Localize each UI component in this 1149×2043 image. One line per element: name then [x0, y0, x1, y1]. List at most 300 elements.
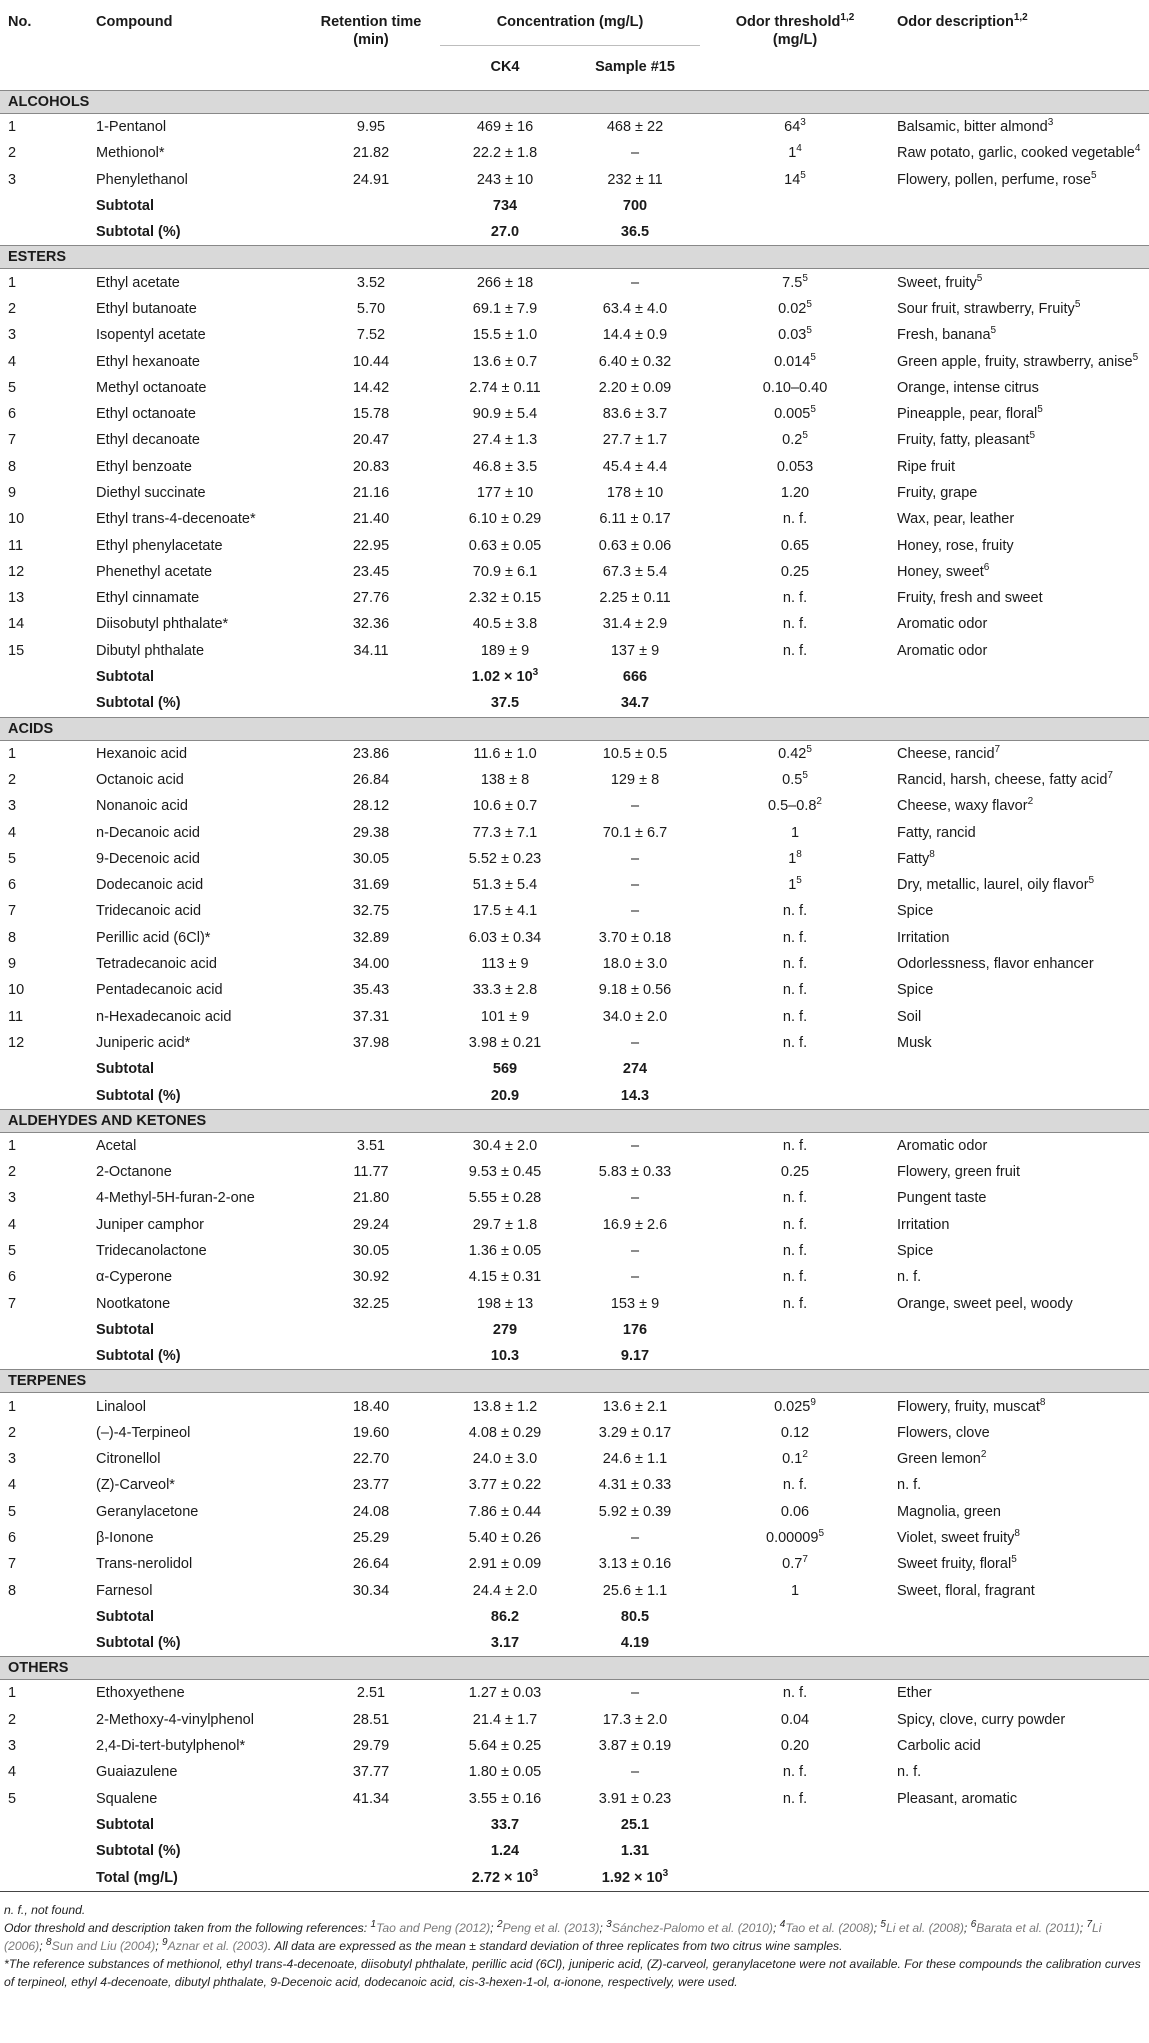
- row-number: 13: [8, 590, 25, 607]
- header-compound: Compound: [96, 14, 173, 30]
- header-ck4: CK4: [490, 59, 520, 75]
- ck4-concentration: 21.4 ± 1.7: [472, 1711, 538, 1728]
- ck4-concentration: 3.98 ± 0.21: [468, 1034, 542, 1051]
- ck4-concentration: 5.40 ± 0.26: [468, 1529, 542, 1546]
- sample15-concentration: 27.7 ± 1.7: [602, 432, 668, 449]
- row-number: 11: [8, 1008, 24, 1025]
- ck4-concentration: 24.4 ± 2.0: [472, 1582, 538, 1599]
- sample15-concentration: 31.4 ± 2.9: [602, 616, 668, 633]
- table-row: [0, 1420, 1149, 1446]
- ck4-concentration: 138 ± 8: [480, 771, 530, 788]
- retention-time: 10.44: [352, 353, 390, 370]
- table-row: [0, 951, 1149, 977]
- row-number: 2: [8, 300, 17, 317]
- table-row: [0, 1525, 1149, 1551]
- table-row: [0, 269, 1149, 296]
- ck4-concentration: 6.10 ± 0.29: [468, 511, 542, 528]
- subtotal-sample15: 274: [622, 1061, 648, 1078]
- odor-description: Fruity, grape: [897, 485, 978, 501]
- odor-description: n. f.: [897, 1764, 922, 1781]
- subtotal-percent-row: [0, 219, 1149, 246]
- odor-threshold: n. f.: [782, 1269, 808, 1286]
- subtotal-ck4: 10.3: [490, 1348, 520, 1365]
- compound-name: Diisobutyl phthalate*: [96, 616, 229, 633]
- odor-description: Ether: [897, 1685, 932, 1702]
- odor-description: Dry, metallic, laurel, oily flavor$^5$: [897, 875, 1095, 894]
- table-row: [0, 559, 1149, 585]
- subtotal-label: Subtotal: [96, 1608, 154, 1625]
- row-number: 2: [8, 1424, 17, 1441]
- sample15-concentration: 10.5 ± 0.5: [602, 745, 668, 762]
- compound-name: Farnesol: [96, 1582, 153, 1599]
- row-number: 5: [8, 379, 17, 396]
- table-row: [0, 793, 1149, 819]
- compound-name: (–)-4-Terpineol: [96, 1424, 191, 1441]
- ck4-concentration: 189 ± 9: [480, 642, 530, 659]
- row-number: 2: [8, 1164, 17, 1181]
- odor-description: Spice: [897, 903, 934, 920]
- section-title: OTHERS: [0, 1657, 1149, 1680]
- odor-description: Green lemon$^2$: [897, 1449, 987, 1468]
- sample15-concentration: 4.31 ± 0.33: [598, 1477, 672, 1494]
- odor-threshold: 0.005$^5$: [774, 404, 816, 423]
- row-number: 1: [8, 274, 17, 291]
- retention-time: 22.95: [352, 537, 390, 554]
- table-row: [0, 819, 1149, 845]
- retention-time: 15.78: [352, 406, 390, 423]
- section-header-row: [0, 246, 1149, 269]
- odor-description: Magnolia, green: [897, 1503, 1002, 1520]
- table-row: [0, 454, 1149, 480]
- ck4-concentration: 10.6 ± 0.7: [472, 798, 538, 815]
- compound-name: Ethyl cinnamate: [96, 590, 200, 607]
- odor-description: Spice: [897, 1243, 934, 1260]
- table-row: [0, 401, 1149, 427]
- row-number: 8: [8, 1582, 17, 1599]
- sample15-concentration: 18.0 ± 3.0: [602, 956, 668, 973]
- row-number: 5: [8, 1790, 17, 1807]
- row-number: 2: [8, 771, 17, 788]
- table-row: [0, 611, 1149, 637]
- sample15-concentration: 3.29 ± 0.17: [598, 1424, 672, 1441]
- retention-time: 37.31: [352, 1008, 390, 1025]
- compound-name: n-Decanoic acid: [96, 824, 200, 841]
- retention-time: 20.47: [352, 432, 390, 449]
- row-number: 3: [8, 171, 17, 188]
- sample15-concentration: 137 ± 9: [610, 642, 660, 659]
- odor-threshold: 0.00009$^5$: [766, 1528, 824, 1546]
- compound-name: Nootkatone: [96, 1295, 171, 1312]
- compound-name: Ethoxyethene: [96, 1685, 185, 1702]
- row-number: 1: [8, 1685, 17, 1702]
- subtotal-ck4: 279: [492, 1321, 518, 1338]
- subtotal-ck4: $1.02 \times 10^3$: [471, 667, 539, 686]
- odor-threshold: 1: [790, 824, 800, 841]
- table-row: [0, 1004, 1149, 1030]
- subtotal-label: Subtotal (%): [96, 224, 181, 241]
- sample15-concentration: –: [630, 145, 640, 162]
- retention-time: 25.29: [352, 1529, 390, 1546]
- compound-name: Dibutyl phthalate: [96, 642, 205, 659]
- table-row: [0, 167, 1149, 193]
- table-row: [0, 898, 1149, 924]
- compound-name: 9-Decenoic acid: [96, 850, 200, 867]
- compound-name: Ethyl butanoate: [96, 300, 197, 317]
- odor-description: n. f.: [897, 1477, 922, 1494]
- sample15-concentration: 6.11 ± 0.17: [599, 511, 671, 528]
- row-number: 4: [8, 1216, 17, 1233]
- row-number: 2: [8, 145, 17, 162]
- retention-time: 35.43: [352, 982, 390, 999]
- ck4-concentration: 46.8 ± 3.5: [472, 458, 538, 475]
- sample15-concentration: 232 ± 11: [607, 171, 663, 188]
- odor-threshold: n. f.: [782, 929, 808, 946]
- compound-name: Citronellol: [96, 1451, 161, 1468]
- compound-name: Hexanoic acid: [96, 745, 188, 762]
- section-title: ACIDS: [0, 717, 1149, 740]
- subtotal-sample15: 14.3: [620, 1087, 650, 1104]
- sample15-concentration: –: [630, 1137, 640, 1154]
- ck4-concentration: 469 ± 16: [476, 119, 534, 136]
- row-number: 1: [8, 1137, 17, 1154]
- ck4-concentration: 22.2 ± 1.8: [472, 145, 538, 162]
- subtotal-percent-row: [0, 1343, 1149, 1370]
- odor-threshold: n. f.: [782, 1764, 808, 1781]
- compound-name: Diethyl succinate: [96, 485, 206, 501]
- subtotal-ck4: 86.2: [490, 1608, 520, 1625]
- retention-time: 32.25: [352, 1295, 390, 1312]
- retention-time: 27.76: [352, 590, 390, 607]
- subtotal-sample15: 176: [622, 1321, 648, 1338]
- section-header-row: [0, 717, 1149, 740]
- odor-description: Green apple, fruity, strawberry, anise$^5$: [897, 351, 1139, 370]
- compound-name: 1-Pentanol: [96, 119, 167, 136]
- sample15-concentration: –: [630, 1269, 640, 1286]
- odor-description: Orange, intense citrus: [897, 379, 1039, 396]
- odor-threshold: 0.014$^5$: [774, 351, 816, 370]
- retention-time: 32.36: [352, 616, 390, 633]
- odor-description: Violet, sweet fruity$^8$: [897, 1528, 1020, 1546]
- row-number: 5: [8, 850, 17, 867]
- sample15-concentration: 178 ± 10: [606, 485, 664, 501]
- compound-name: Squalene: [96, 1790, 158, 1807]
- compound-name: 2-Methoxy-4-vinylphenol: [96, 1711, 254, 1728]
- table-row: [0, 1159, 1149, 1185]
- subtotal-sample15: 700: [622, 198, 648, 215]
- compound-name: Juniperic acid*: [96, 1034, 191, 1051]
- retention-time: 29.79: [352, 1738, 390, 1755]
- row-number: 1: [8, 1398, 17, 1415]
- odor-description: Irritation: [897, 1216, 950, 1233]
- sample15-concentration: 9.18 ± 0.56: [598, 982, 672, 999]
- table-row: [0, 140, 1149, 166]
- odor-threshold: n. f.: [782, 956, 808, 973]
- odor-threshold: n. f.: [782, 590, 808, 607]
- odor-threshold: n. f.: [782, 1790, 808, 1807]
- row-number: 3: [8, 798, 17, 815]
- subtotal-label: Subtotal: [96, 1321, 154, 1338]
- section-header-row: [0, 1109, 1149, 1132]
- table-row: [0, 585, 1149, 611]
- subtotal-label: Subtotal (%): [96, 1843, 181, 1860]
- compound-name: Octanoic acid: [96, 771, 184, 788]
- odor-threshold: $0.2^5$: [782, 430, 808, 449]
- ck4-concentration: 13.6 ± 0.7: [472, 353, 538, 370]
- footnote-asterisk: *The reference substances of methionol, ethyl trans-4-decenoate, diisobutyl phthalate, perillic acid (6Cl), juniperic acid, (Z)-carveol, geranylacetone were not available. For these compounds the calibration curves of terpineol, ethyl 4-decenoate, dibutyl phthalate, 9-Decenoic acid, dodecanoic acid, cis-3-hexen-1-ol, α-ionone, respectively, were used.: [4, 1956, 1141, 1989]
- section-header-row: [0, 1370, 1149, 1393]
- subtotal-ck4: 37.5: [490, 695, 520, 712]
- section-title: ALDEHYDES AND KETONES: [0, 1109, 1149, 1132]
- odor-description: Aromatic odor: [897, 1137, 988, 1154]
- odor-threshold: n. f.: [782, 1190, 808, 1207]
- subtotal-ck4: 734: [492, 198, 518, 215]
- ck4-concentration: 40.5 ± 3.8: [472, 616, 538, 633]
- sample15-concentration: –: [630, 850, 640, 867]
- retention-time: 26.64: [352, 1556, 390, 1573]
- retention-time: 30.92: [352, 1269, 390, 1286]
- ck4-concentration: 13.8 ± 1.2: [472, 1398, 538, 1415]
- header-concentration: Concentration (mg/L): [440, 0, 700, 46]
- ck4-concentration: 2.91 ± 0.09: [468, 1556, 542, 1573]
- retention-time: 30.05: [352, 850, 390, 867]
- retention-time: 21.16: [352, 485, 390, 501]
- row-number: 3: [8, 1190, 17, 1207]
- subtotal-label: Subtotal (%): [96, 1635, 181, 1652]
- odor-description: Flowery, green fruit: [897, 1164, 1021, 1181]
- subtotal-sample15: 80.5: [620, 1608, 650, 1625]
- subtotal-percent-row: [0, 690, 1149, 717]
- table-row: [0, 322, 1149, 348]
- section-title: ALCOHOLS: [0, 91, 1149, 114]
- table-row: [0, 740, 1149, 767]
- odor-description: Spicy, clove, curry powder: [897, 1711, 1066, 1728]
- odor-description: Fruity, fresh and sweet: [897, 590, 1043, 607]
- table-footnotes: [0, 1892, 1149, 1991]
- row-number: 15: [8, 642, 25, 659]
- row-number: 4: [8, 824, 17, 841]
- sample15-concentration: 5.92 ± 0.39: [598, 1503, 672, 1520]
- odor-description: Pleasant, aromatic: [897, 1790, 1018, 1807]
- subtotal-row: [0, 1604, 1149, 1630]
- sample15-concentration: –: [630, 1243, 640, 1260]
- compound-name: Juniper camphor: [96, 1216, 204, 1233]
- sample15-concentration: –: [630, 274, 640, 291]
- odor-description: Flowery, pollen, perfume, rose$^5$: [897, 169, 1097, 188]
- sample15-concentration: –: [630, 903, 640, 920]
- compound-name: Ethyl phenylacetate: [96, 537, 223, 554]
- table-row: [0, 348, 1149, 374]
- compound-name: Methyl octanoate: [96, 379, 207, 396]
- retention-time: 24.91: [352, 171, 390, 188]
- retention-time: 21.40: [352, 511, 390, 528]
- table-row: [0, 1238, 1149, 1264]
- odor-threshold: $14^5$: [784, 169, 806, 188]
- subtotal-sample15: 1.31: [620, 1843, 650, 1860]
- compound-name: Dodecanoic acid: [96, 877, 204, 894]
- table-row: [0, 532, 1149, 558]
- retention-time: 30.05: [352, 1243, 390, 1260]
- ck4-concentration: 3.55 ± 0.16: [468, 1790, 542, 1807]
- retention-time: 18.40: [352, 1398, 390, 1415]
- row-number: 4: [8, 353, 17, 370]
- retention-time: 32.75: [352, 903, 390, 920]
- table-row: [0, 480, 1149, 506]
- row-number: 12: [8, 1034, 25, 1051]
- odor-threshold: 1.20: [780, 485, 810, 501]
- odor-description: Carbolic acid: [897, 1738, 981, 1755]
- table-row: [0, 1446, 1149, 1472]
- footnote-nf: n. f., not found.: [4, 1902, 86, 1917]
- compound-name: Ethyl decanoate: [96, 432, 200, 449]
- odor-threshold: 0.04: [780, 1711, 810, 1728]
- sample15-concentration: 63.4 ± 4.0: [602, 300, 668, 317]
- table-row: [0, 1030, 1149, 1056]
- retention-time: 34.11: [353, 642, 389, 659]
- table-row: [0, 1499, 1149, 1525]
- retention-time: 37.77: [352, 1764, 390, 1781]
- odor-threshold: n. f.: [782, 1243, 808, 1260]
- retention-time: 30.34: [352, 1582, 390, 1599]
- ck4-concentration: 15.5 ± 1.0: [472, 327, 538, 344]
- table-row: [0, 427, 1149, 453]
- odor-description: Balsamic, bitter almond$^3$: [897, 117, 1054, 136]
- ck4-concentration: 266 ± 18: [476, 274, 534, 291]
- subtotal-sample15: 9.17: [620, 1348, 650, 1365]
- sample15-concentration: 13.6 ± 2.1: [602, 1398, 668, 1415]
- odor-threshold: 0.02$^5$: [778, 299, 812, 317]
- odor-threshold: n. f.: [782, 1034, 808, 1051]
- ck4-concentration: 4.15 ± 0.31: [468, 1269, 542, 1286]
- retention-time: 3.51: [356, 1137, 386, 1154]
- row-number: 5: [8, 1503, 17, 1520]
- odor-description: Orange, sweet peel, woody: [897, 1295, 1073, 1312]
- subtotal-percent-row: [0, 1630, 1149, 1657]
- table-row: [0, 1264, 1149, 1290]
- ck4-concentration: 1.27 ± 0.03: [468, 1685, 542, 1702]
- table-row: [0, 925, 1149, 951]
- table-row: [0, 1680, 1149, 1707]
- header-retention: Retention time (min): [320, 14, 422, 48]
- odor-description: n. f.: [897, 1269, 922, 1286]
- sample15-concentration: –: [630, 1685, 640, 1702]
- ck4-concentration: 1.36 ± 0.05: [468, 1243, 542, 1260]
- row-number: 9: [8, 956, 17, 973]
- row-number: 9: [8, 485, 17, 501]
- retention-time: 31.69: [352, 877, 390, 894]
- retention-time: 41.34: [352, 1790, 390, 1807]
- retention-time: 5.70: [356, 300, 386, 317]
- compound-name: Methionol*: [96, 145, 165, 162]
- subtotal-label: Subtotal (%): [96, 1087, 181, 1104]
- subtotal-label: Subtotal: [96, 1816, 154, 1833]
- subtotal-sample15: 666: [622, 669, 648, 686]
- ck4-concentration: 69.1 ± 7.9: [472, 300, 538, 317]
- sample15-concentration: 3.87 ± 0.19: [598, 1738, 672, 1755]
- odor-threshold: $1^8$: [788, 849, 802, 867]
- row-number: 3: [8, 1451, 17, 1468]
- subtotal-label: Subtotal: [96, 198, 154, 215]
- retention-time: 11.77: [353, 1164, 389, 1181]
- compound-name: Tridecanolactone: [96, 1243, 207, 1260]
- section-header-row: [0, 91, 1149, 114]
- ck4-concentration: 2.74 ± 0.11: [469, 379, 541, 396]
- table-row: [0, 1290, 1149, 1316]
- sample15-concentration: –: [630, 1190, 640, 1207]
- odor-threshold: 1: [790, 1582, 800, 1599]
- subtotal-row: [0, 1056, 1149, 1082]
- subtotal-label: Subtotal (%): [96, 1348, 181, 1365]
- row-number: 3: [8, 1738, 17, 1755]
- sample15-concentration: –: [630, 1764, 640, 1781]
- odor-threshold: 0.10–0.40: [762, 379, 828, 396]
- retention-time: 14.42: [352, 379, 390, 396]
- subtotal-percent-row: [0, 1082, 1149, 1109]
- odor-threshold: $64^3$: [784, 117, 806, 136]
- odor-threshold: 0.25: [780, 563, 810, 580]
- header-odor-threshold: Odor threshold$^{1,2}$ (mg/L): [735, 12, 855, 48]
- retention-time: 37.98: [352, 1034, 390, 1051]
- table-row: [0, 375, 1149, 401]
- ck4-concentration: 27.4 ± 1.3: [472, 432, 538, 449]
- sample15-concentration: –: [630, 877, 640, 894]
- odor-description: Sweet, floral, fragrant: [897, 1582, 1035, 1599]
- row-number: 7: [8, 1556, 17, 1573]
- odor-threshold: 0.053: [776, 458, 814, 475]
- odor-threshold: n. f.: [782, 1216, 808, 1233]
- sample15-concentration: 67.3 ± 5.4: [602, 563, 668, 580]
- odor-description: Fresh, banana$^5$: [897, 325, 997, 344]
- ck4-concentration: 3.77 ± 0.22: [468, 1477, 542, 1494]
- compound-name: Ethyl benzoate: [96, 458, 192, 475]
- odor-description: Flowery, fruity, muscat$^8$: [897, 1396, 1046, 1415]
- retention-time: 29.24: [352, 1216, 390, 1233]
- sample15-concentration: 24.6 ± 1.1: [602, 1451, 668, 1468]
- retention-time: 20.83: [352, 458, 390, 475]
- row-number: 10: [8, 982, 25, 999]
- ck4-concentration: 77.3 ± 7.1: [472, 824, 538, 841]
- odor-threshold: n. f.: [782, 1477, 808, 1494]
- retention-time: 21.82: [352, 145, 390, 162]
- odor-threshold: $0.1^2$: [782, 1449, 808, 1468]
- ck4-concentration: 101 ± 9: [480, 1008, 530, 1025]
- compound-name: Isopentyl acetate: [96, 327, 206, 344]
- subtotal-ck4: 20.9: [490, 1087, 520, 1104]
- subtotal-ck4: 27.0: [490, 224, 520, 241]
- compound-name: Phenylethanol: [96, 171, 188, 188]
- odor-threshold: $7.5^5$: [782, 272, 808, 291]
- odor-description: Honey, sweet$^6$: [897, 562, 990, 580]
- row-number: 4: [8, 1477, 17, 1494]
- table-row: [0, 506, 1149, 532]
- compound-name: 2,4-Di-tert-butylphenol*: [96, 1738, 246, 1755]
- compound-name: Linalool: [96, 1398, 146, 1415]
- sample15-concentration: 6.40 ± 0.32: [598, 353, 672, 370]
- sample15-concentration: 3.13 ± 0.16: [598, 1556, 672, 1573]
- section-title: TERPENES: [0, 1370, 1149, 1393]
- subtotal-sample15: 25.1: [620, 1816, 650, 1833]
- sample15-concentration: 16.9 ± 2.6: [602, 1216, 668, 1233]
- sample15-concentration: 34.0 ± 2.0: [602, 1008, 668, 1025]
- odor-threshold: 0.06: [780, 1503, 810, 1520]
- odor-threshold: 0.25: [780, 1164, 810, 1181]
- odor-threshold: $0.5^5$: [782, 770, 808, 788]
- compound-name: 4-Methyl-5H-furan-2-one: [96, 1190, 255, 1207]
- odor-description: Musk: [897, 1034, 932, 1051]
- retention-time: 34.00: [352, 956, 390, 973]
- subtotal-ck4: 33.7: [490, 1816, 520, 1833]
- odor-threshold: n. f.: [782, 982, 808, 999]
- table-row: [0, 114, 1149, 141]
